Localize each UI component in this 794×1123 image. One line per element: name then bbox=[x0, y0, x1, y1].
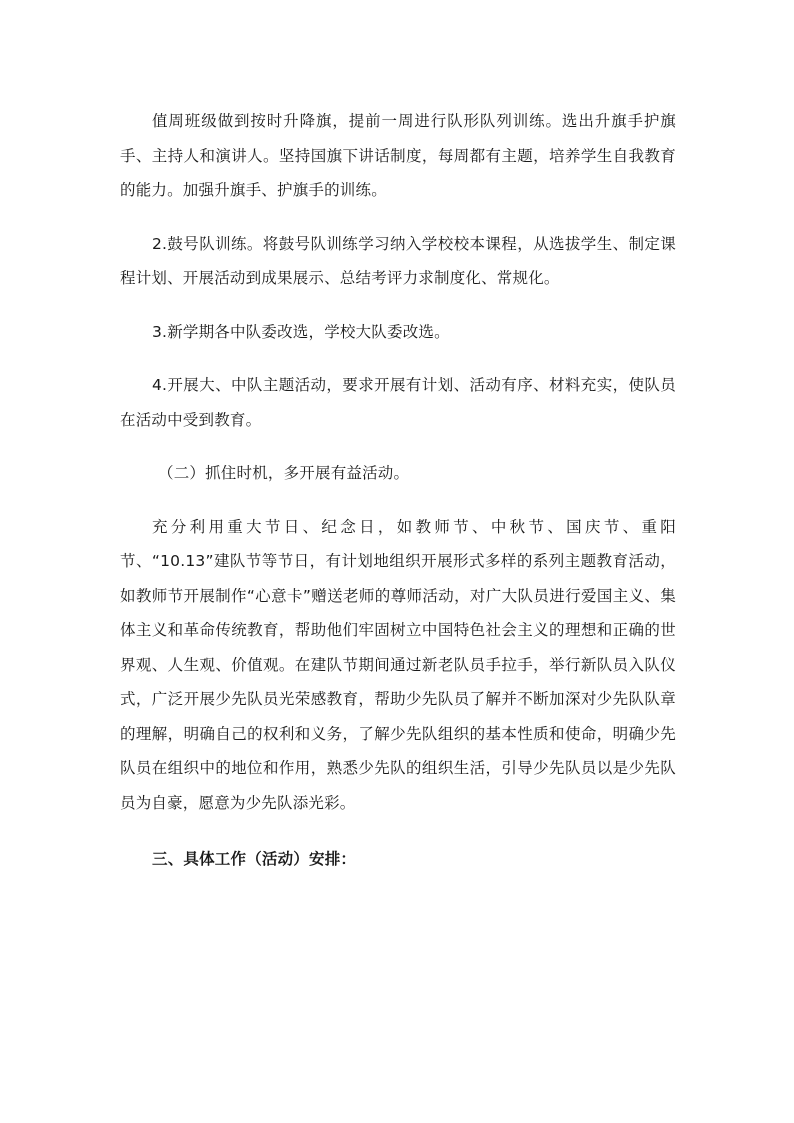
document-body bbox=[120, 104, 676, 877]
paragraph-flag-raising: 值周班级做到按时升降旗，提前一周进行队形队列训练。选出升旗手护旗手、主持人和演讲人。坚持国旗下讲话制度，每周都有主题，培养学生自我教育的能力。加强升旗手、护旗手的训练。 bbox=[120, 112, 676, 199]
paragraph-committee-election: 3.新学期各中队委改选，学校大队委改选。 bbox=[152, 322, 450, 341]
section-subheading-opportunities: （二）抓住时机，多开展有益活动。 bbox=[158, 464, 410, 482]
paragraph-theme-activities: 4.开展大、中队主题活动，要求开展有计划、活动有序、材料充实，使队员在活动中受到教育。 bbox=[120, 376, 676, 429]
paragraph-drum-team: 2.鼓号队训练。将鼓号队训练学习纳入学校校本课程，从选拔学生、制定课程计划、开展活动到成果展示、总结考评力求制度化、常规化。 bbox=[120, 234, 676, 287]
section-heading-schedule: 三、具体工作（活动）安排： bbox=[152, 850, 357, 868]
paragraph-holiday-activities: 充分利用重大节日、纪念日，如教师节、中秋节、国庆节、重阳节、“10.13”建队节等节日，有计划地组织开展形式多样的系列主题教育活动，如教师节开展制作“心意卡”赠送老师的尊师活动，对广大队员进行爱国主义、集体主义和革命传统教育，帮助他们牢固树立中国特色社会主义的理想和正确的世界观、人生观、价值观。在建队节期间通过新老队员手拉手，举行新队员入队仪式，广泛开展少先队员光荣感教育，帮助少先队员了解并不断加深对少先队队章的理解，明确自己的权利和义务，了解少先队组织的基本性质和使命，明确少先队员在组织中的地位和作用，熟悉少先队的组织生活，引导少先队员以是少先队员为自豪，愿意为少先队添光彩。 bbox=[120, 517, 676, 812]
